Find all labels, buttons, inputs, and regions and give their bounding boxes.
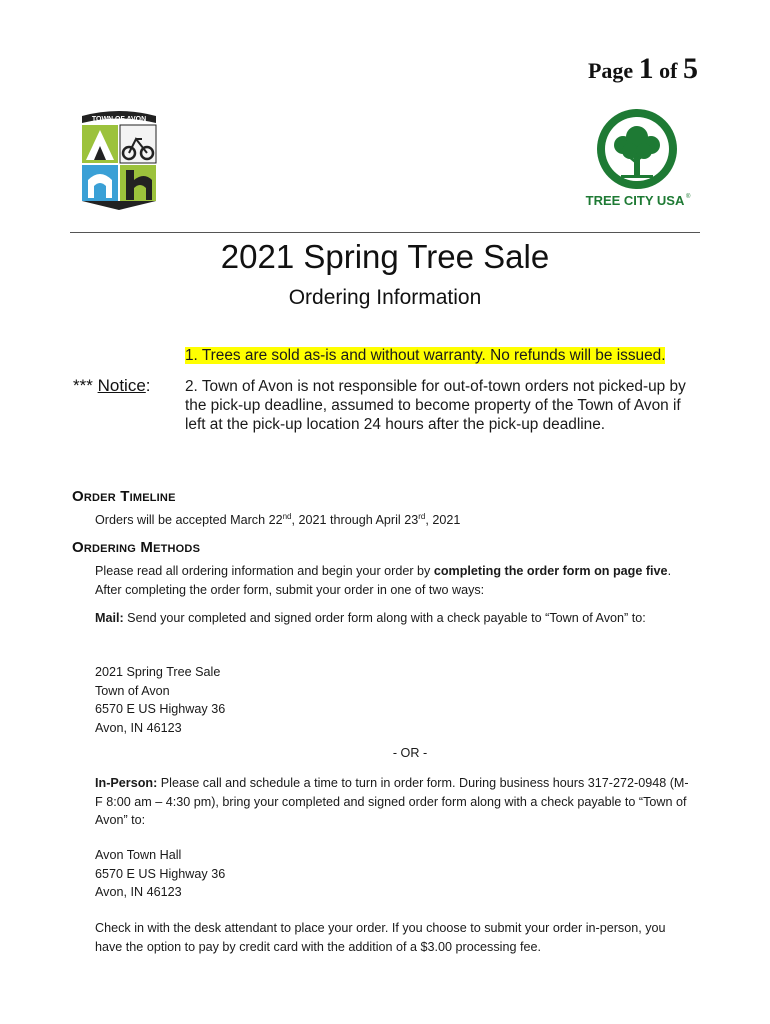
order-timeline-heading: ORDER TIMELINE <box>72 488 176 505</box>
notice-label <box>73 376 151 396</box>
avon-logo-text: TOWN OF AVON <box>91 116 147 123</box>
in-person-method: In-Person: Please call and schedule a time to turn in order form. During business hours 317-272-0948 (M-F 8:00 am – 4:30 pm), bring your completed and signed order form along with a check payable to “Town of Avon” to: <box>95 776 689 827</box>
notice-word: Notice <box>97 376 146 395</box>
tree-city-usa-text: TREE CITY USA <box>585 193 685 208</box>
notice-item-1 <box>185 347 665 365</box>
order-form-emphasis: completing the order form on page five <box>433 564 668 578</box>
or-separator: - OR - <box>392 746 428 760</box>
notice-colon: : <box>145 376 151 395</box>
ordering-methods-heading: ORDERING METHODS <box>72 539 201 556</box>
page-label: Page <box>587 58 634 83</box>
address-line: 2021 Spring Tree Sale <box>95 665 221 679</box>
notice-stars: *** <box>73 376 93 395</box>
mail-address <box>95 663 695 737</box>
in-person-label: In-Person: <box>95 776 158 790</box>
page-of-label: of <box>659 58 678 83</box>
check-in-note: Check in with the desk attendant to place your order. If you choose to submit your order in-person, you have the option to pay by credit card with the addition of a $3.00 processing fee. <box>95 921 666 954</box>
ordering-intro: Please read all ordering information and begin your order by completing the order form on page five. After completing the order form, submit your order in one of two ways: <box>95 564 672 597</box>
address-line: 6570 E US Highway 36 <box>95 866 226 881</box>
registered-mark: ® <box>686 194 691 200</box>
mail-method: Mail: Send your completed and signed order form along with a check payable to “Town of Avon” to: <box>95 611 646 625</box>
page-title: 2021 Spring Tree Sale <box>220 238 550 275</box>
address-line: Avon Town Hall <box>95 848 182 862</box>
page-current: 1 <box>638 52 654 85</box>
mail-label: Mail: <box>95 611 124 625</box>
notice-item-1-text: 1. Trees are sold as-is and without warranty. No refunds will be issued. <box>185 347 666 364</box>
page-indicator <box>588 52 698 86</box>
page-subtitle: Ordering Information <box>288 286 482 309</box>
order-timeline-text: Orders will be accepted March 22nd, 2021 through April 23rd, 2021 <box>95 511 461 527</box>
address-line: Avon, IN 46123 <box>95 885 182 899</box>
header-divider <box>70 232 700 233</box>
notice-item-2: 2. Town of Avon is not responsible for out-of-town orders not picked-up by the pick-up deadline, assumed to become property of the Town of Avon if left at the pick-up location 24 hours after the pick-up deadline. <box>185 378 686 433</box>
page-total: 5 <box>683 52 698 85</box>
address-line: Avon, IN 46123 <box>95 720 182 735</box>
address-line: 6570 E US Highway 36 <box>95 702 226 716</box>
tree-city-usa-logo <box>583 105 691 209</box>
town-of-avon-logo <box>78 106 160 210</box>
in-person-address <box>95 846 695 902</box>
address-line: Town of Avon <box>95 683 170 698</box>
